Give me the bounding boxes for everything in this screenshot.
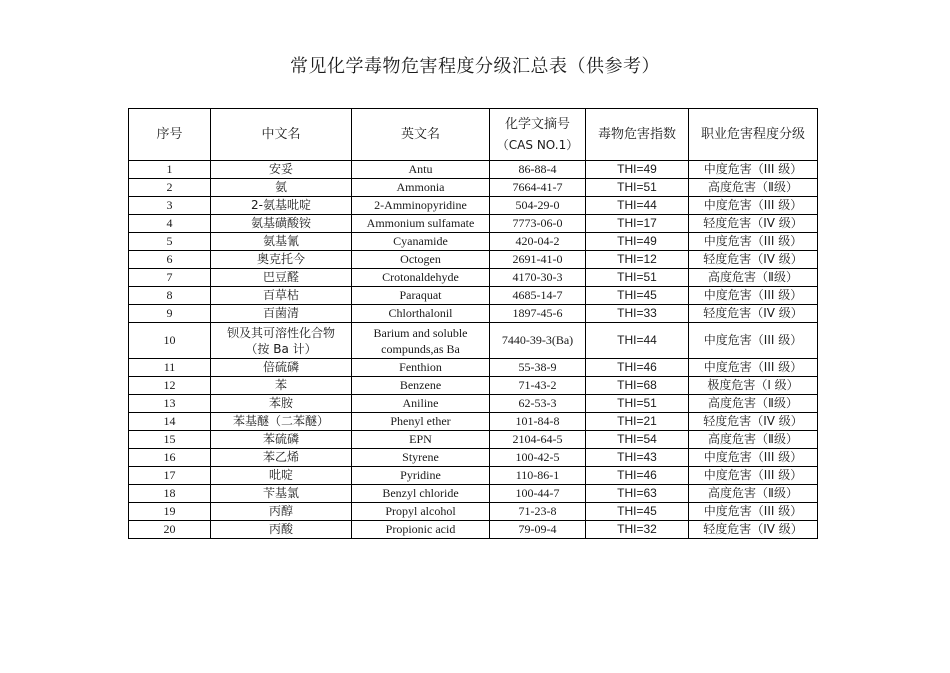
row-en-name: Chlorthalonil <box>352 305 490 323</box>
row-cn-name: 安妥 <box>211 161 352 179</box>
row-cn-name: 苯乙烯 <box>211 449 352 467</box>
row-en-name: Octogen <box>352 251 490 269</box>
table-row <box>129 503 818 521</box>
row-level: 轻度危害（IV 级） <box>689 305 818 323</box>
row-cas: 7773-06-0 <box>490 215 586 233</box>
row-cas: 100-42-5 <box>490 449 586 467</box>
table-row <box>129 197 818 215</box>
row-level: 高度危害（Ⅱ级） <box>689 485 818 503</box>
row-index: 9 <box>129 305 211 323</box>
row-thi: THI=45 <box>586 287 689 305</box>
row-cn-name: 苯 <box>211 377 352 395</box>
row-index: 14 <box>129 413 211 431</box>
row-level: 轻度危害（IV 级） <box>689 251 818 269</box>
row-thi: THI=17 <box>586 215 689 233</box>
row-cas: 2104-64-5 <box>490 431 586 449</box>
row-thi: THI=21 <box>586 413 689 431</box>
row-cn-name: 百草枯 <box>211 287 352 305</box>
row-level: 高度危害（Ⅱ级） <box>689 395 818 413</box>
row-cn-name: 丙醇 <box>211 503 352 521</box>
table-row <box>129 269 818 287</box>
row-level: 中度危害（III 级） <box>689 503 818 521</box>
row-cn-name: 奥克托今 <box>211 251 352 269</box>
table-row <box>129 431 818 449</box>
table-row <box>129 521 818 539</box>
row-thi: THI=51 <box>586 269 689 287</box>
row-en-name: Benzyl chloride <box>352 485 490 503</box>
row-level: 中度危害（III 级） <box>689 287 818 305</box>
row-cn-name-line1: 钡及其可溶性化合物 <box>226 325 335 340</box>
table-row <box>129 359 818 377</box>
row-en-name: Phenyl ether <box>352 413 490 431</box>
row-thi: THI=46 <box>586 467 689 485</box>
row-cas: 2691-41-0 <box>490 251 586 269</box>
row-cas: 71-23-8 <box>490 503 586 521</box>
row-en-name: Ammonia <box>352 179 490 197</box>
row-cn-name: 吡啶 <box>211 467 352 485</box>
row-level: 中度危害（III 级） <box>689 323 818 359</box>
row-index: 12 <box>129 377 211 395</box>
row-cn-name: 氨基氰 <box>211 233 352 251</box>
row-thi: THI=12 <box>586 251 689 269</box>
row-index: 20 <box>129 521 211 539</box>
row-cn-name: 百菌清 <box>211 305 352 323</box>
row-cas: 1897-45-6 <box>490 305 586 323</box>
header-en-name: 英文名 <box>352 109 490 161</box>
row-en-name: Fenthion <box>352 359 490 377</box>
header-cn-name: 中文名 <box>211 109 352 161</box>
row-cas: 7664-41-7 <box>490 179 586 197</box>
row-thi: THI=54 <box>586 431 689 449</box>
row-level: 中度危害（III 级） <box>689 359 818 377</box>
row-cas: 7440-39-3(Ba) <box>490 323 586 359</box>
row-level: 高度危害（Ⅱ级） <box>689 179 818 197</box>
row-thi: THI=45 <box>586 503 689 521</box>
row-thi: THI=49 <box>586 161 689 179</box>
row-level: 轻度危害（IV 级） <box>689 521 818 539</box>
table-row <box>129 287 818 305</box>
table-row <box>129 215 818 233</box>
row-cn-name: 苯基醚（二苯醚） <box>211 413 352 431</box>
row-index: 15 <box>129 431 211 449</box>
row-cas: 79-09-4 <box>490 521 586 539</box>
row-thi: THI=51 <box>586 179 689 197</box>
row-cn-name: 巴豆醛 <box>211 269 352 287</box>
row-en-name <box>352 323 490 359</box>
row-index: 4 <box>129 215 211 233</box>
row-cas: 55-38-9 <box>490 359 586 377</box>
header-cas-line1: 化学文摘号 <box>504 116 570 132</box>
table-row <box>129 251 818 269</box>
row-cas: 420-04-2 <box>490 233 586 251</box>
table-header-row <box>129 109 818 161</box>
row-level: 轻度危害（IV 级） <box>689 215 818 233</box>
row-en-name: 2-Amminopyridine <box>352 197 490 215</box>
row-index: 2 <box>129 179 211 197</box>
row-cn-name: 倍硫磷 <box>211 359 352 377</box>
page-title: 常见化学毒物危害程度分级汇总表（供参考） <box>290 56 660 77</box>
row-level: 高度危害（Ⅱ级） <box>689 431 818 449</box>
row-level: 高度危害（Ⅱ级） <box>689 269 818 287</box>
row-cn-name: 苯胺 <box>211 395 352 413</box>
row-thi: THI=32 <box>586 521 689 539</box>
row-cn-name: 苯硫磷 <box>211 431 352 449</box>
table-row <box>129 179 818 197</box>
row-level: 中度危害（III 级） <box>689 161 818 179</box>
row-cas: 71-43-2 <box>490 377 586 395</box>
header-index: 序号 <box>129 109 211 161</box>
table-row <box>129 161 818 179</box>
header-cas <box>490 109 586 161</box>
row-en-name: Propyl alcohol <box>352 503 490 521</box>
row-en-name: Pyridine <box>352 467 490 485</box>
row-en-name: Paraquat <box>352 287 490 305</box>
row-index: 7 <box>129 269 211 287</box>
row-cas: 100-44-7 <box>490 485 586 503</box>
row-en-name: Benzene <box>352 377 490 395</box>
row-index: 19 <box>129 503 211 521</box>
row-thi: THI=49 <box>586 233 689 251</box>
row-en-name: Propionic acid <box>352 521 490 539</box>
row-index: 6 <box>129 251 211 269</box>
row-cn-name: 氨基磺酸铵 <box>211 215 352 233</box>
row-index: 1 <box>129 161 211 179</box>
row-en-name: Aniline <box>352 395 490 413</box>
row-en-name: Cyanamide <box>352 233 490 251</box>
row-cas: 86-88-4 <box>490 161 586 179</box>
row-cn-name: 氨 <box>211 179 352 197</box>
hazard-table <box>128 108 818 539</box>
row-level: 极度危害（I 级） <box>689 377 818 395</box>
table-row <box>129 233 818 251</box>
header-cas-line2: （CAS NO.1） <box>496 137 579 152</box>
table-row <box>129 449 818 467</box>
header-level: 职业危害程度分级 <box>689 109 818 161</box>
row-level: 中度危害（III 级） <box>689 233 818 251</box>
row-index: 11 <box>129 359 211 377</box>
row-level: 中度危害（III 级） <box>689 449 818 467</box>
row-cn-name: 2-氨基吡啶 <box>211 197 352 215</box>
row-en-name-line2: compunds,as Ba <box>381 341 460 356</box>
row-index: 10 <box>129 323 211 359</box>
row-level: 中度危害（III 级） <box>689 467 818 485</box>
row-cas: 62-53-3 <box>490 395 586 413</box>
row-cn-name-line2: （按 Ba 计） <box>245 341 317 356</box>
row-index: 16 <box>129 449 211 467</box>
row-index: 17 <box>129 467 211 485</box>
row-level: 中度危害（III 级） <box>689 197 818 215</box>
row-thi: THI=44 <box>586 197 689 215</box>
table-row <box>129 377 818 395</box>
table-row <box>129 305 818 323</box>
row-index: 13 <box>129 395 211 413</box>
row-en-name-line1: Barium and soluble <box>373 325 468 340</box>
row-thi: THI=43 <box>586 449 689 467</box>
table-row <box>129 395 818 413</box>
row-thi: THI=68 <box>586 377 689 395</box>
row-en-name: Styrene <box>352 449 490 467</box>
row-level: 轻度危害（IV 级） <box>689 413 818 431</box>
row-thi: THI=44 <box>586 323 689 359</box>
row-cas: 504-29-0 <box>490 197 586 215</box>
row-index: 8 <box>129 287 211 305</box>
row-cas: 110-86-1 <box>490 467 586 485</box>
row-cn-name: 苄基氯 <box>211 485 352 503</box>
row-cas: 101-84-8 <box>490 413 586 431</box>
table-row <box>129 323 818 359</box>
table-row <box>129 467 818 485</box>
row-index: 18 <box>129 485 211 503</box>
row-index: 5 <box>129 233 211 251</box>
table-row <box>129 485 818 503</box>
row-cn-name <box>211 323 352 359</box>
row-en-name: Ammonium sulfamate <box>352 215 490 233</box>
table-row <box>129 413 818 431</box>
row-index: 3 <box>129 197 211 215</box>
row-thi: THI=63 <box>586 485 689 503</box>
row-thi: THI=51 <box>586 395 689 413</box>
row-cn-name: 丙酸 <box>211 521 352 539</box>
header-thi: 毒物危害指数 <box>586 109 689 161</box>
row-en-name: Antu <box>352 161 490 179</box>
row-thi: THI=46 <box>586 359 689 377</box>
row-cas: 4685-14-7 <box>490 287 586 305</box>
row-cas: 4170-30-3 <box>490 269 586 287</box>
row-thi: THI=33 <box>586 305 689 323</box>
row-en-name: Crotonaldehyde <box>352 269 490 287</box>
row-en-name: EPN <box>352 431 490 449</box>
